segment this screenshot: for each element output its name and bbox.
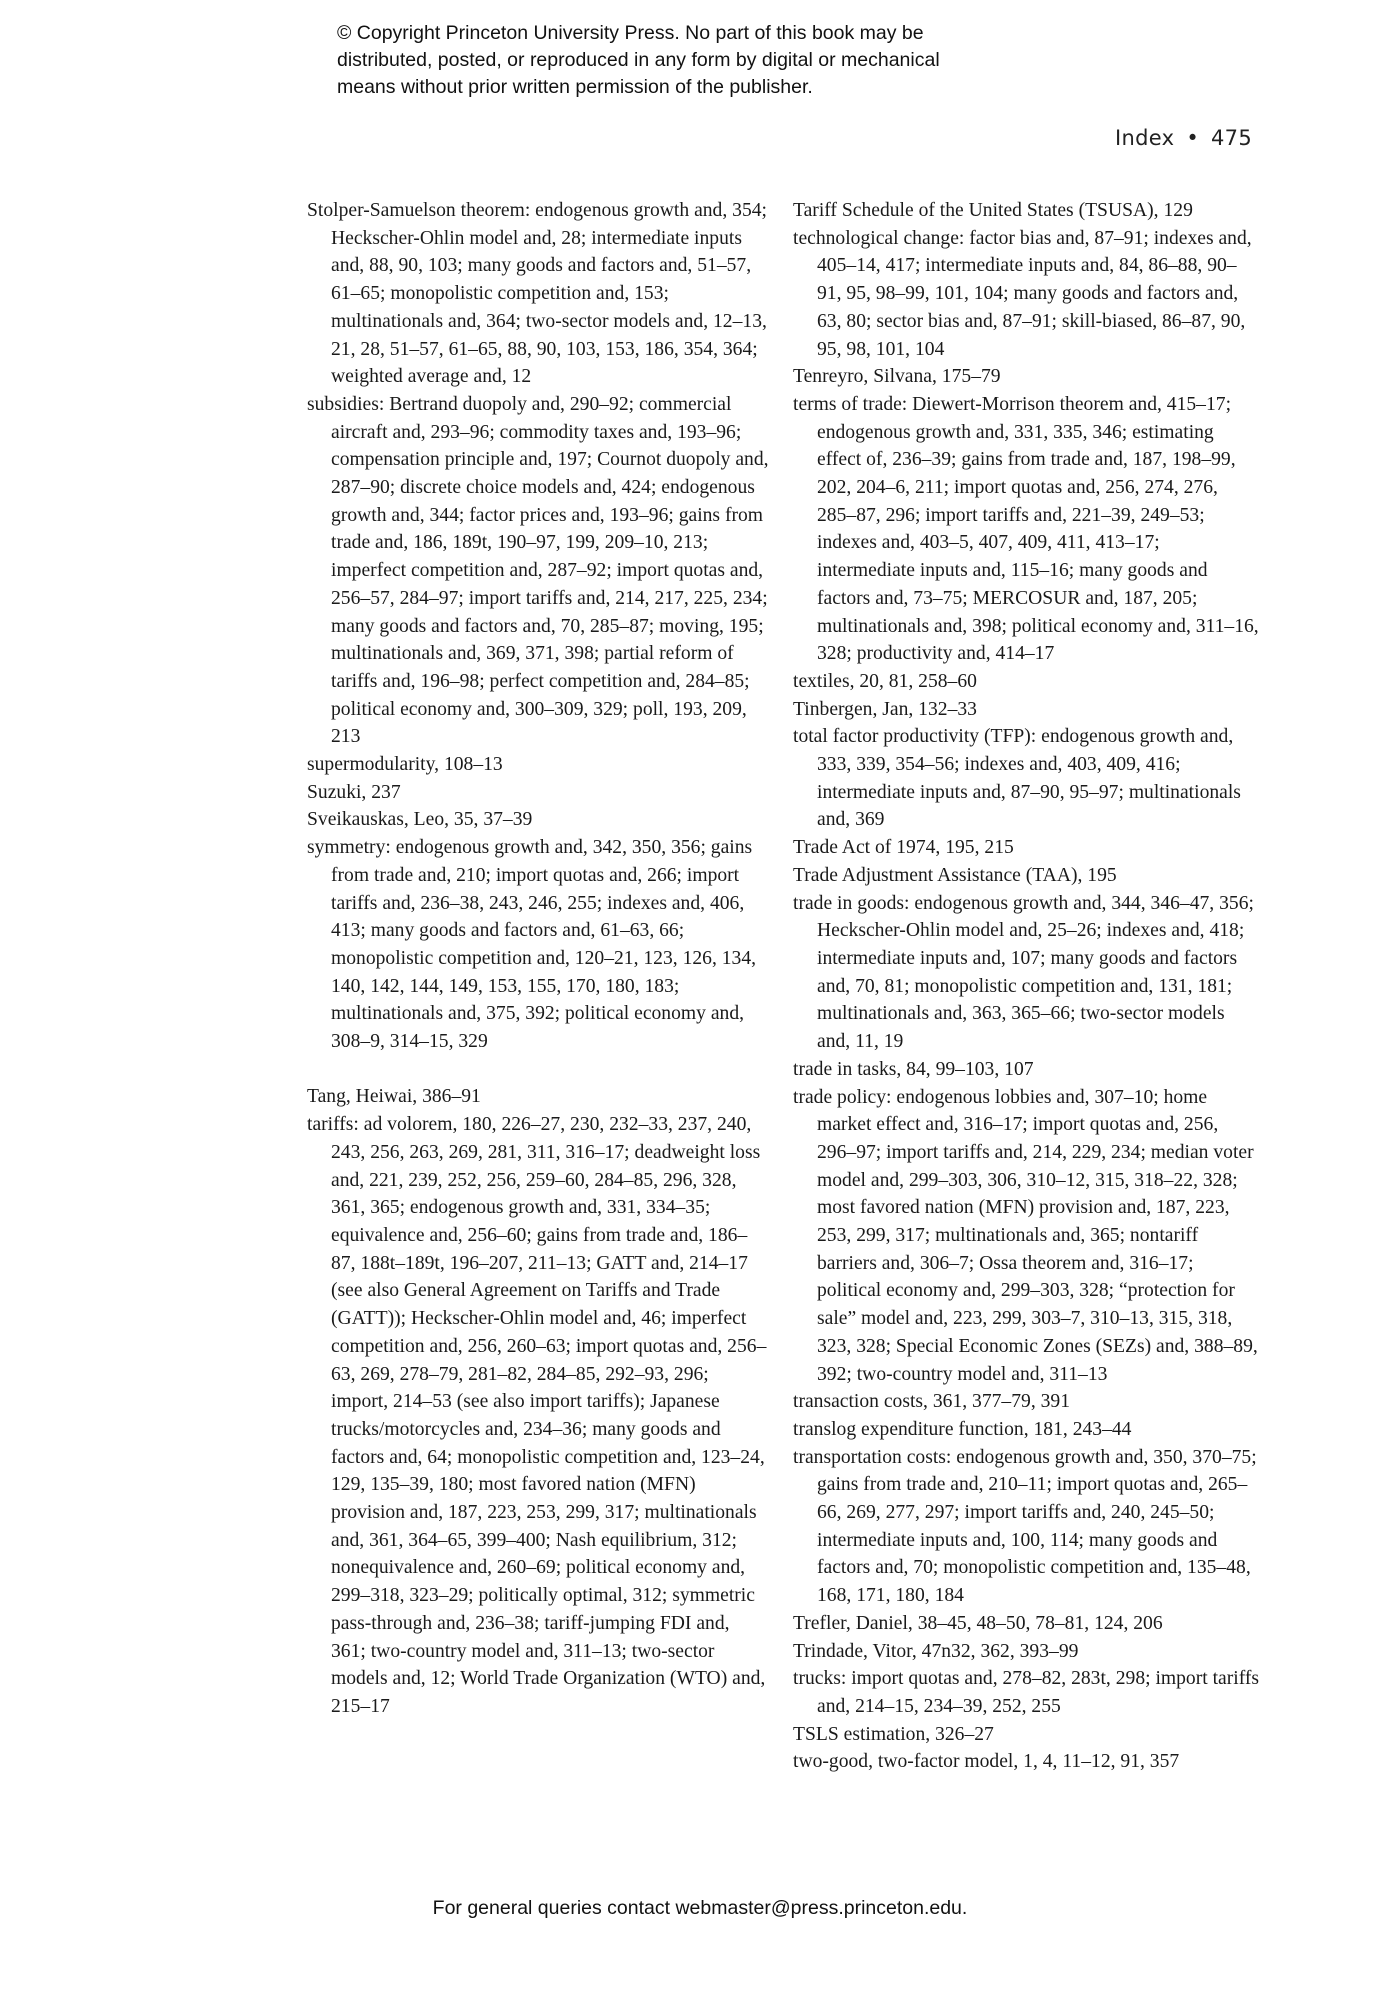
index-column-right [793, 197, 1261, 1776]
index-entry: Tenreyro, Silvana, 175–79 [793, 366, 1001, 388]
index-entry: tariffs: ad volorem, 180, 226–27, 230, 232–33, 237, 240, 243, 256, 263, 269, 281, 311, 316–17; deadweight loss and, 221, 239, 252, 256, 259–60, 284–85, 296, 328, 361, 365; endogenous growth and, 331, 334–35; equivalence and, 256–60; gains from trade and, 186–87, 188t–189t, 196–207, 211–13; GATT and, 214–17 (see also General Agreement on Tariffs and Trade (GATT)); Heckscher-Ohlin model and, 46; imperfect competition and, 256, 260–63; import quotas and, 256–63, 269, 278–79, 281–82, 284–85, 292–93, 296; import, 214–53 (see also import tariffs); Japanese trucks/motorcycles and, 234–36; many goods and factors and, 64; monopolistic competition and, 123–24, 129, 135–39, 180; most favored nation (MFN) provision and, 187, 223, 253, 299, 317; multinationals and, 361, 364–65, 399–400; Nash equilibrium, 312; nonequivalence and, 260–69; political economy and, 299–318, 323–29; politically optimal, 312; symmetric pass-through and, 236–38; tariff-jumping FDI and, 361; two-country model and, 311–13; two-sector models and, 12; World Trade Organization (WTO) and, 215–17 [307, 1114, 767, 1717]
copyright-line: means without prior written permission of the publisher. [337, 76, 813, 98]
index-entry: trade in goods: endogenous growth and, 344, 346–47, 356; Heckscher-Ohlin model and, 25–26; indexes and, 418; intermediate inputs and, 107; many goods and factors and, 70, 81; monopolistic competition and, 131, 181; multinationals and, 363, 365–66; two-sector models and, 11, 19 [793, 892, 1254, 1053]
index-entry: terms of trade: Diewert-Morrison theorem and, 415–17; endogenous growth and, 331, 335, 346; estimating effect of, 236–39; gains from trade and, 187, 198–99, 202, 204–6, 211; import quotas and, 256, 274, 276, 285–87, 296; import tariffs and, 221–39, 249–53; indexes and, 403–5, 407, 409, 411, 413–17; intermediate inputs and, 115–16; many goods and factors and, 73–75; MERCOSUR and, 187, 205; multinationals and, 398; political economy and, 311–16, 328; productivity and, 414–17 [793, 393, 1259, 665]
index-entry: Sveikauskas, Leo, 35, 37–39 [307, 809, 533, 831]
index-entry: subsidies: Bertrand duopoly and, 290–92; commercial aircraft and, 293–96; commodity taxes and, 193–96; compensation principle and, 197; Cournot duopoly and, 287–90; discrete choice models and, 424; endogenous growth and, 344; factor prices and, 193–96; gains from trade and, 186, 189t, 190–97, 199, 209–10, 213; imperfect competition and, 287–92; import quotas and, 256–57, 284–97; import tariffs and, 214, 217, 225, 234; many goods and factors and, 70, 285–87; moving, 195; multinationals and, 369, 371, 398; partial reform of tariffs and, 196–98; perfect competition and, 284–85; political economy and, 300–309, 329; poll, 193, 209, 213 [307, 393, 769, 748]
index-entry: textiles, 20, 81, 258–60 [793, 670, 977, 692]
index-entry: technological change: factor bias and, 87–91; indexes and, 405–14, 417; intermediate inputs and, 84, 86–88, 90–91, 95, 98–99, 101, 104; many goods and factors and, 63, 80; sector bias and, 87–91; skill-biased, 86–87, 90, 95, 98, 101, 104 [793, 227, 1252, 360]
index-entry: Trade Act of 1974, 195, 215 [793, 837, 1014, 859]
footer-contact: For general queries contact webmaster@press.princeton.edu. [432, 1897, 968, 1919]
bullet-separator: • [1186, 126, 1200, 150]
index-entry: supermodularity, 108–13 [307, 754, 503, 776]
index-entry: transportation costs: endogenous growth and, 350, 370–75; gains from trade and, 210–11; import quotas and, 265–66, 269, 277, 297; import tariffs and, 240, 245–50; intermediate inputs and, 100, 114; many goods and factors and, 70; monopolistic competition and, 135–48, 168, 171, 180, 184 [793, 1446, 1257, 1607]
index-entry: Stolper-Samuelson theorem: endogenous growth and, 354; Heckscher-Ohlin model and, 28; intermediate inputs and, 88, 90, 103; many goods and factors and, 51–57, 61–65; monopolistic competition and, 153; multinationals and, 364; two-sector models and, 12–13, 21, 28, 51–57, 61–65, 88, 90, 103, 153, 186, 354, 364; weighted average and, 12 [307, 200, 767, 388]
index-entry: translog expenditure function, 181, 243–44 [793, 1418, 1132, 1440]
index-entry: two-good, two-factor model, 1, 4, 11–12, 91, 357 [793, 1751, 1180, 1773]
index-entry: Tariff Schedule of the United States (TSUSA), 129 [793, 200, 1193, 221]
letter-group-gap [307, 1056, 769, 1084]
index-entry: Trade Adjustment Assistance (TAA), 195 [793, 864, 1117, 886]
section-title: Index [1115, 126, 1175, 150]
index-entry: Trefler, Daniel, 38–45, 48–50, 78–81, 124, 206 [793, 1612, 1163, 1634]
page-number: 475 [1211, 126, 1252, 150]
index-entry: Trindade, Vitor, 47n32, 362, 393–99 [793, 1640, 1079, 1662]
copyright-line: distributed, posted, or reproduced in any form by digital or mechanical [337, 49, 940, 71]
index-entry: trade policy: endogenous lobbies and, 307–10; home market effect and, 316–17; import quotas and, 256, 296–97; import tariffs and, 214, 229, 234; median voter model and, 299–303, 306, 310–12, 315, 318–22, 328; most favored nation (MFN) provision and, 187, 223, 253, 299, 317; multinationals and, 365; nontariff barriers and, 306–7; Ossa theorem and, 316–17; political economy and, 299–303, 328; “protection for sale” model and, 223, 299, 303–7, 310–13, 315, 318, 323, 328; Special Economic Zones (SEZs) and, 388–89, 392; two-country model and, 311–13 [793, 1086, 1258, 1385]
index-entry: TSLS estimation, 326–27 [793, 1723, 994, 1745]
index-column-left [307, 197, 769, 1721]
index-entry: symmetry: endogenous growth and, 342, 350, 356; gains from trade and, 210; import quotas and, 266; import tariffs and, 236–38, 243, 246, 255; indexes and, 406, 413; many goods and factors and, 61–63, 66; monopolistic competition and, 120–21, 123, 126, 134, 140, 142, 144, 149, 153, 155, 170, 180, 183; multinationals and, 375, 392; political economy and, 308–9, 314–15, 329 [307, 837, 757, 1053]
index-entry: trade in tasks, 84, 99–103, 107 [793, 1058, 1034, 1080]
index-entry: Tang, Heiwai, 386–91 [307, 1086, 481, 1108]
index-entry: Tinbergen, Jan, 132–33 [793, 698, 977, 720]
copyright-notice [337, 20, 1097, 101]
index-entry: total factor productivity (TFP): endogenous growth and, 333, 339, 354–56; indexes and, 403, 409, 416; intermediate inputs and, 87–90, 95–97; multinationals and, 369 [793, 726, 1241, 831]
index-entry: Suzuki, 237 [307, 781, 401, 803]
index-entry: trucks: import quotas and, 278–82, 283t, 298; import tariffs and, 214–15, 234–39, 252, 255 [793, 1668, 1260, 1717]
index-entry: transaction costs, 361, 377–79, 391 [793, 1391, 1071, 1413]
copyright-line: © Copyright Princeton University Press. No part of this book may be [337, 22, 924, 44]
running-head [1115, 126, 1252, 150]
